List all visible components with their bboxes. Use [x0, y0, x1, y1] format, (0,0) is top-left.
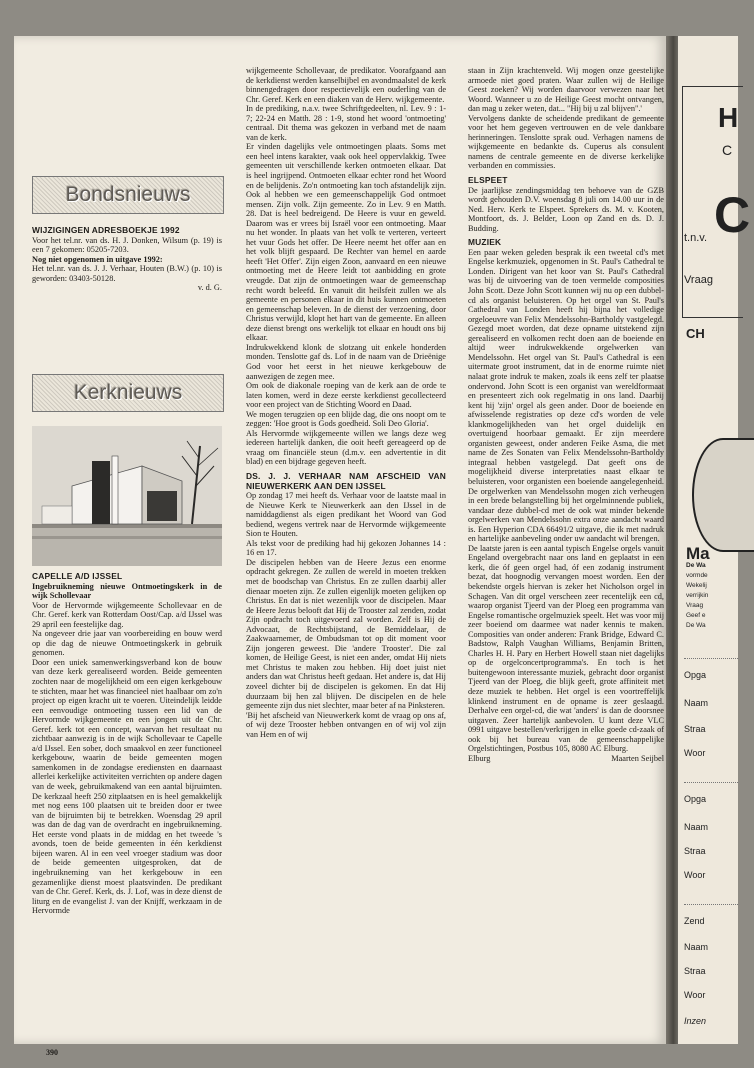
- adjacent-line-4: verrijkin: [686, 592, 709, 599]
- bondsnieuws-banner: [32, 176, 224, 214]
- coupon-divider-1: [684, 658, 738, 659]
- coupon-opgave-2: Opga: [684, 794, 707, 804]
- adresboekje-subheading: Nog niet opgenomen in uitgave 1992:: [32, 254, 163, 264]
- col2-text-9: Als tekst voor de prediking had hij gekozen Johannes 14 : 16 en 17.: [246, 538, 446, 558]
- coupon-naam-3: Naam: [684, 942, 709, 952]
- coupon-woonplaats-3: Woor: [684, 990, 706, 1000]
- signature-place: Elburg: [468, 753, 491, 763]
- col3-text-3: De jaarlijkse zendingsmiddag ten behoeve van de GZB wordt gehouden D.V. woensdag 8 juli om 14.00 uur in de Ned. Herv. Kerk te Elspeet. Sprekers ds. M. v. Kooten, Montfoort, ds. J. Belder, Loon op Zand en ds. D. J. Budding.: [468, 185, 664, 233]
- col3-text-2: Vervolgens dankte de scheidende predikant de gemeente voor het hem gegeven vertrouwen en de vele dankbare herinneringen. Tenslotte sprak oud. Verhagen namens de wijkgemeente en bedankte ds. Cuperus als consulent namens de centrale gemeente en de diverse kerkelijke verbanden en commissies.: [468, 113, 664, 171]
- coupon-inzenden: Inzen: [684, 1016, 707, 1026]
- coupon-opgave-1: Opga: [684, 670, 707, 680]
- capelle-text-3: Door een uniek samenwerkingsverband kon de bouw van deze kerk gerealiseerd worden. Beide gemeenten zochten naar de mogelijkheid om een eigen kerkgebouw te stichten, maar het was financieel niet haalbaar om zo'n project op eigen kracht uit te voeren. Uiteindelijk leidde een eenvoudige ontmoeting tussen een lid van de Hervormde wijkgemeente en een jongen uit de Chr. Geref. kerk tot een concept, waarvan het resultaat nu zichtbaar aanwezig is in de wijk Schollevaar te Capelle a/d IJssel. Een sober, doch smaakvol en zeer functioneel kerkgebouw, waarin de beide gemeenten mogen samenkomen in de zondagse erediensten en daarnaast allerlei kerkelijke activiteiten verrichten op andere dagen van de week, gebruikmakend van een aantal bijruimten. De kerkzaal heeft 250 zitplaatsen en is heel gemakkelijk met nog eens 100 plaatsen uit te breiden door er twee van de bijruimten bij te betrekken. Woensdag 29 april was dan de dag van de overdracht en ingebruikneming. Het eerste vond plaats in de middag en het tweede 's avonds, toen de beide gemeenten in één kerkdienst bijeen waren. Al in een veel vroeger stadium was door de beide gemeenten uitgesproken, dat de ingebruikneming van het kerkgebouw in een gezamenlijke dienst moest plaatsvinden. De predikant van de Chr. Geref. Kerk, ds. J. Lof, was in deze dienst de liturg en de evangelist J. van der Knijff, werkzaam in de Hervormde: [32, 657, 222, 916]
- capelle-heading: CAPELLE A/D IJSSEL: [32, 571, 123, 581]
- bondsnieuws-title: Bondsnieuws: [65, 183, 191, 206]
- coupon-straat-3: Straa: [684, 966, 706, 976]
- adjacent-line-3: Wekelij: [686, 582, 707, 589]
- col2-text-1: wijkgemeente Schollevaar, de predikator. Voorafgaand aan de kerkdienst werden kanselbijbel en avondmaalstel de kerk binnengedragen door respectievelijk een ouderling van de Chr. Geref. Kerk en een diaken van de Herv. wijkgemeente.: [246, 66, 446, 104]
- capelle-subheading: Ingebruikneming nieuwe Ontmoetingskerk in de wijk Schollevaar: [32, 581, 222, 601]
- col2-text-8: Op zondag 17 mei heeft ds. Verhaar voor de laatste maal in de Nieuwe Kerk te Nieuwerkerk aan den IJssel in de namiddagdienst als eigen predikant het Woord van God bediend, wegens vertrek naar de Hervormde wijkgemeente Sion te Houten.: [246, 491, 446, 539]
- adresboekje-text-1: Voor het tel.nr. van ds. H. J. Donken, Wilsum (p. 19) is een 7 gekomen: 05205-7203.: [32, 235, 222, 255]
- kerknieuws-banner: [32, 374, 224, 412]
- adresboekje-heading: WIJZIGINGEN ADRESBOEKJE 1992: [32, 225, 180, 235]
- coupon-zend: Zend: [684, 916, 705, 926]
- coupon-straat-1: Straa: [684, 724, 706, 734]
- col2-text-3: Er vinden dagelijks vele ontmoetingen plaats. Soms met een heel intens karakter, vaak ook heel oppervlakkig. Twee gemeenten uit verschillende kerken ontmoeten elkaar. Dat is heel ingrijpend. Ontmoeten elkaar echter rond het Woord en de belijdenis. Zo'n ontmoeting kan toch afstandelijk zijn. Ook al hebben we een gemeenschappelijk God ontmoet mensen. Zijn volk. Zijn gemeente. Zo in Lev. 9 en Matth. 28. Dat is heel bedreigend. De Heere is vuur en geweld. Daarom was er vrees bij Israël voor een ontmoeting. Maar nu het wonder. In plaats van het volk te verteren, verteert het vuur Gods het offer. De Heere neemt het offer aan en het volk blijft gespaard. De Rechter van hemel en aarde heeft 'Het Offer'. Zijn eigen Zoon, aanvaard en een nieuwe ontmoeting met de Heere leidt tot aanbidding en grote vreugde. Dat zijn de ontmoetingen waar de gemeenschap recht wordt beleefd. En vanuit dit heilsfeit zullen we als gemeente en personen elkaar in dit huis kunnen ontmoeten en gemeenschap beleven. In de dienst der verzoening, door Christus verwijld, klopt het hart van de gemeente. En alleen deze dienst brengt ons werkelijk tot elkaar en houdt ons bij elkaar.: [246, 142, 446, 343]
- adjacent-line-7: De Wa: [686, 622, 706, 629]
- verhaar-heading: DS. J. J. VERHAAR NAM AFSCHEID VAN NIEUWERKERK AAN DEN IJSSEL: [246, 470, 446, 491]
- adjacent-page: [678, 36, 751, 1044]
- church-photo-illustration: [32, 426, 222, 566]
- col2-text-5: Om ook de diakonale roeping van de kerk aan de orde te laten komen, werd in deze eerste kerkdienst gecollecteerd voor een project van de Stichting Woord en Daad.: [246, 381, 446, 410]
- adjacent-letter-c-large: C: [714, 187, 751, 243]
- adjacent-line-2: vormde: [686, 572, 708, 579]
- col2-text-7: Als Hervormde wijkgemeente willen we langs deze weg iedereen hartelijk danken, die ooit heeft gereageerd op de vraag om financiële steun (d.m.v. een advertentie in dit blad) en een bijdrage gegeven heeft.: [246, 428, 446, 467]
- capelle-text-2: Na ongeveer drie jaar van voorbereiding en bouw werd op die dag de nieuwe Ontmoetingskerk in gebruik genomen.: [32, 629, 222, 658]
- muziek-signature: [468, 754, 664, 764]
- muziek-heading: MUZIEK: [468, 237, 502, 248]
- church-photo: [32, 426, 222, 566]
- column-3: [468, 66, 664, 763]
- col2-text-10: De discipelen hebben van de Heere Jezus een enorme opdracht gekregen. Ze zullen de wereld in moeten trekken met de boodschap van Christus. En ze zullen daarbij aller dienaar moeten zijn. Ze zullen eigenlijk moeten gelijken op Christus. En dat is niet wezenlijk voor de discipelen. Maar de Heere Jezus belooft dat Hij de Trooster zal zenden, zodat Zijn opdracht toch uitgevoerd zal worden. Zelf is Hij de Advocaat, de Rechtsbijstand, de Bemiddelaar, de Zaakwaarnemer, de Ombudsman tot op dit moment voor Zijn jongeren geweest. Die 'andere Trooster'. Die zal komen, de Heilige Geest, is niet een ander, omdat Hij niets met Christus te maken zou hebben. Hij doet juist niet anders dan wat Christus heeft gedaan. Het andere is, dat Hij zoveel dichter bij de discipelen is gekomen. En dat Hij duurzaam bij hen zal blijven. De discipelen en de hele gemeente zijn dus niet slechter, maar beter af na Pinksteren.: [246, 557, 446, 711]
- col2-text-6: We mogen terugzien op een blijde dag, die ons noopt om te zeggen: 'Hoe groot is Gods goedheid. Soli Deo Gloria'.: [246, 409, 446, 429]
- coupon-divider-3: [684, 904, 738, 905]
- coupon-woonplaats-1: Woor: [684, 748, 706, 758]
- adjacent-ma: Ma: [686, 544, 710, 563]
- col2-text-11: 'Bij het afscheid van Nieuwerkerk komt de vraag op ons af, of wij deze Trooster hebben ontvangen en of wij vol zijn van Hem en of wij: [246, 710, 446, 739]
- column-2: [246, 66, 446, 739]
- col3-text-5: De laatste jaren is een aantal typisch Engelse orgels vanuit Engeland overgebracht naar ons land en geplaatst in een kerk, die óf geen orgel had, óf een zodanig instrument bezat, dat hoognodig vervangen moest worden. Een der bekendste orgels hiervan is zeker het Nicholson orgel in Schagen. Van dit orgel verscheen zeer recentelijk een cd, waarop organist Tjeerd van der Ploeg een programma van Engelse romantische orgelmuziek speelt. Het was voor mij zeer boeiend om daarmee wat nader kennis te maken. Composities van onder anderen: Frank Bridge, Edward C. Badstow, Ralph Vaughan Williams, Benjamin Britten, Charles H. H. Pary en Herbert Howell staan niet dagelijks op de orgelconcertprogramma's. En toch is het buitengewoon interessante muziek, gebracht door organist Tjeerd van der Ploeg, die blijk geeft, grote affiniteit met deze muziek te hebben. Het orgel is een voortreffelijk klinkend instrument en de opname is zeer geslaagd. Derhalve een orgel-cd, die wat 'anders' is dan de doorsnee uitgaven. Zeer hartelijk aanbevolen. U kunt deze VLC 0991 uitgave bestellen/verkrijgen in elke goede cd-zaak of ook bij het bureau van de gemeenschappelijke Orgelstichtingen, Postbus 105, 8080 AC Elburg.: [468, 543, 664, 754]
- adresboekje-text-2: Het tel.nr. van ds. J. J. Verhaar, Houten (B.W.) (p. 10) is geworden: 03403-50128.: [32, 264, 222, 283]
- column-1-top: [32, 226, 222, 293]
- adresboekje-signature: v. d. G.: [197, 283, 222, 293]
- coupon-woonplaats-2: Woor: [684, 870, 706, 880]
- coupon-naam-1: Naam: [684, 698, 709, 708]
- adjacent-letter-c-small: C: [722, 142, 733, 158]
- capelle-text-1: Voor de Hervormde wijkgemeente Schollevaar en de Chr. Geref. kerk van Rotterdam Oost/Cap. a/d IJssel was 29 april een feestelijke dag.: [32, 600, 222, 629]
- adjacent-vraag: Vraag: [684, 274, 713, 286]
- coupon-divider-2: [684, 782, 738, 783]
- adjacent-line-6: Geef e: [686, 612, 706, 619]
- adjacent-ad-badge: [692, 438, 754, 552]
- col2-text-4: Indrukwekkend klonk de slotzang uit enkele honderden monden. Tenslotte gaf ds. Lof in de naam van de Drieënige God voor het eerst in het nieuwe kerkgebouw de aanwezigen de zegen mee.: [246, 342, 446, 381]
- adjacent-tnv: t.n.v.: [684, 232, 708, 244]
- adjacent-line-5: Vraag: [686, 602, 704, 609]
- signature-name: Maarten Seijbel: [611, 753, 664, 763]
- kerknieuws-title: Kerknieuws: [73, 381, 183, 404]
- adjacent-letter-h: H: [718, 102, 739, 133]
- col3-text-1: staan in Zijn krachtenveld. Wij mogen onze geestelijke armoede niet goed praten. Waar zullen wij de Heilige Geest zoeken? Wij worden daarvoor verwezen naar het Woord. Wanneer u zo de Heilige Geest mocht ontvangen, dan mag u zeker weten, dat... "Hij bij u zal blijven".': [468, 66, 664, 114]
- adjacent-line-1: De Wa: [686, 562, 706, 569]
- page-gutter: [666, 36, 678, 1044]
- col2-text-2: In de prediking, n.a.v. twee Schriftgedeelten, nl. Lev. 9 : 1-7; 22-24 en Matth. 28 : 1-9, stond het woord 'ontmoeting' centraal. Dit thema was gekozen in verband met de naam van de kerk.: [246, 104, 446, 142]
- adjacent-ch: CH: [686, 326, 705, 341]
- coupon-straat-2: Straa: [684, 846, 706, 856]
- elspeet-heading: ELSPEET: [468, 175, 508, 186]
- page-number: 390: [46, 1048, 58, 1057]
- coupon-naam-2: Naam: [684, 822, 709, 832]
- column-1-bottom: [32, 572, 222, 916]
- col3-text-4: Een paar weken geleden besprak ik een tweetal cd's met Engelse kerkmuziek, opgenomen in St. Paul's Cathedral te Londen. Dirigent van het koor van St. Paul's Cathedral was bij de uitvoering van de toen vermelde composities John Scott. Deze John Scott kunnen wij nu op een dubbel-cd als organist beluisteren. Op het orgel van St. Paul's Cathedral van Londen heeft hij bijna het volledige orgeloeuvre van Felix Mendelssohn-Bartholdy vastgelegd. Gezegd moet worden, dat deze opname uitstekend zijn gerealiseerd en volkomen recht doen aan de boeiende en altijd weer indrukwekkende orgelwerken van Mendelssohn. Het orgel van St. Paul's Cathedral is een uitermate groot instrument, dat in de enorme ruimte niet nalaat grote indruk te maken, zoals ik eens zelf ter plaatse ondervond. John Scott is een organist van wereldformaat en presenteert zich ook regelmatig in ons land. Daarbij kent hij 'zijn' orgel als geen ander. Door de boeiende en afwisselende registraties op deze cd's worden de vele klankmogelijkheden van het orgel duidelijk en overtuigend hoorbaar gemaakt. Er zijn meerdere organisten geweest, onder anderen Feike Asma, die met name de Zes Sonaten van Felix Mendelssohn-Bartholdy integraal hebben vastgelegd. Dat geeft ons de mogelijkheid diverse interpretaties naast elkaar te beluisteren, voor organisten een boeiende aangelegenheid. De orgelwerken van Mendelssohn mogen zich verheugen in een brede belangstelling bij het orgelminnende publiek, vandaar deze dubbel-cd met de ook wat minder bekende orgelwerken van Mendelssohn extra onze aandacht waard is. Een Hyperion CDA 66491/2 uitgave, die ik met nadruk en hartelijke aanbeveling onder uw aandacht wil brengen.: [468, 247, 664, 544]
